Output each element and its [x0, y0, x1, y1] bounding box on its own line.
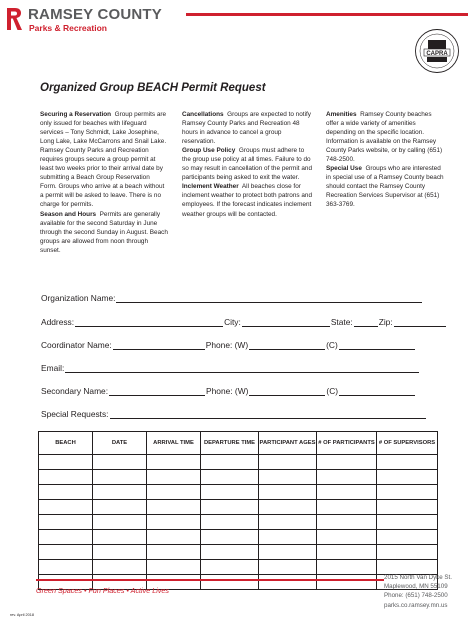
table-cell[interactable]	[317, 575, 377, 590]
reservation-heading: Securing a Reservation	[40, 111, 112, 118]
organization-field[interactable]	[116, 293, 422, 303]
table-cell[interactable]	[317, 545, 377, 560]
coordinator-label: Coordinator Name:	[41, 340, 112, 350]
secondary-phone-w-label: Phone: (W)	[206, 386, 249, 396]
secondary-field[interactable]	[109, 386, 205, 396]
email-row	[41, 362, 420, 373]
info-column-middle	[182, 110, 314, 219]
table-cell[interactable]	[147, 455, 201, 470]
email-field[interactable]	[65, 363, 419, 373]
table-cell[interactable]	[377, 470, 438, 485]
coordinator-phone-c-field[interactable]	[339, 340, 415, 350]
dept-name: Parks & Recreation	[29, 23, 107, 33]
secondary-phone-c-label: (C)	[326, 386, 339, 396]
table-cell[interactable]	[201, 455, 259, 470]
table-cell[interactable]	[317, 500, 377, 515]
secondary-phone-w-field[interactable]	[249, 386, 325, 396]
table-row	[39, 545, 438, 560]
table-cell[interactable]	[317, 455, 377, 470]
table-cell[interactable]	[93, 545, 147, 560]
table-cell[interactable]	[201, 470, 259, 485]
hours-text: Permits are generally available for the second Saturday in June through the second Sunday in August. Beach groups are allowed from noon through sunset.	[40, 210, 168, 254]
table-cell[interactable]	[259, 485, 317, 500]
col-header-num-supervisors: # OF SUPERVISORS	[377, 432, 438, 455]
col-header-date: DATE	[93, 432, 147, 455]
table-cell[interactable]	[39, 485, 93, 500]
amenities-heading: Amenities	[326, 111, 357, 118]
table-cell[interactable]	[147, 560, 201, 575]
table-cell[interactable]	[201, 560, 259, 575]
address-line-1: 2015 North Van Dyke St.	[384, 574, 452, 581]
table-cell[interactable]	[93, 455, 147, 470]
policy-text: Groups must adhere to the group use policy at all times. Failure to do so may result in cancellation of the permit and participants being asked to exit the water.	[182, 147, 313, 182]
footer-divider	[36, 579, 384, 581]
table-cell[interactable]	[93, 470, 147, 485]
col-header-participant-ages: PARTICIPANT AGES	[259, 432, 317, 455]
table-row	[39, 530, 438, 545]
table-cell[interactable]	[259, 515, 317, 530]
table-cell[interactable]	[377, 455, 438, 470]
table-cell[interactable]	[317, 515, 377, 530]
table-cell[interactable]	[39, 530, 93, 545]
table-cell[interactable]	[201, 485, 259, 500]
table-cell[interactable]	[259, 545, 317, 560]
table-cell[interactable]	[259, 500, 317, 515]
table-row	[39, 455, 438, 470]
zip-field[interactable]	[394, 317, 446, 327]
footer-address	[384, 573, 452, 610]
table-row	[39, 515, 438, 530]
table-cell[interactable]	[201, 545, 259, 560]
table-cell[interactable]	[147, 485, 201, 500]
table-cell[interactable]	[317, 560, 377, 575]
address-row	[41, 316, 447, 327]
email-label: Email:	[41, 363, 65, 373]
table-cell[interactable]	[259, 560, 317, 575]
capra-seal-icon	[414, 28, 460, 74]
amenities-text: Ramsey County beaches offer a wide variety of amenities depending on the specific location. Information is available on the Ramsey County Parks website, or by calling (651) 748-2500.	[326, 111, 443, 164]
table-cell[interactable]	[147, 545, 201, 560]
header-divider	[186, 13, 468, 16]
col-header-num-participants: # OF PARTICIPANTS	[317, 432, 377, 455]
table-cell[interactable]	[201, 575, 259, 590]
table-cell[interactable]	[201, 515, 259, 530]
table-cell[interactable]	[377, 545, 438, 560]
col-header-arrival-time: ARRIVAL TIME	[147, 432, 201, 455]
reservation-table	[38, 431, 438, 590]
coordinator-phone-w-field[interactable]	[249, 340, 325, 350]
table-cell[interactable]	[201, 530, 259, 545]
table-cell[interactable]	[93, 485, 147, 500]
table-cell[interactable]	[93, 500, 147, 515]
revision-date: rev. April 2018	[10, 613, 34, 617]
table-row	[39, 470, 438, 485]
info-column-right	[326, 110, 444, 210]
seal-label: CAPRA	[426, 50, 448, 57]
table-cell[interactable]	[377, 530, 438, 545]
weather-text: All beaches close for inclement weather to protect both patrons and employees. If the forecast indicates inclement weather groups will be contacted.	[182, 183, 313, 218]
weather-heading: Inclement Weather	[182, 183, 239, 191]
city-label: City:	[224, 317, 241, 327]
table-cell[interactable]	[147, 470, 201, 485]
org-name: RAMSEY COUNTY	[28, 6, 163, 23]
special-use-heading: Special Use	[326, 165, 362, 173]
footer-phone: Phone: (651) 748-2500	[384, 592, 448, 600]
secondary-label: Secondary Name:	[41, 386, 109, 396]
table-cell[interactable]	[93, 515, 147, 530]
address-field[interactable]	[75, 317, 223, 327]
table-cell[interactable]	[39, 470, 93, 485]
organization-row	[41, 292, 423, 303]
table-cell[interactable]	[39, 545, 93, 560]
table-row	[39, 500, 438, 515]
table-body	[39, 455, 438, 590]
col-header-beach: BEACH	[39, 432, 93, 455]
hours-heading: Season and Hours	[40, 210, 97, 218]
address-label: Address:	[41, 317, 75, 327]
table-cell[interactable]	[93, 560, 147, 575]
table-cell[interactable]	[93, 530, 147, 545]
coordinator-phone-w-label: Phone: (W)	[205, 340, 249, 350]
table-cell[interactable]	[147, 530, 201, 545]
table-cell[interactable]	[377, 500, 438, 515]
table-cell[interactable]	[39, 500, 93, 515]
table-cell[interactable]	[377, 485, 438, 500]
table-cell[interactable]	[259, 470, 317, 485]
col-header-departure-time: DEPARTURE TIME	[201, 432, 259, 455]
table-cell[interactable]	[377, 515, 438, 530]
coordinator-phone-c-label: (C)	[326, 340, 338, 350]
table-cell[interactable]	[39, 560, 93, 575]
cancellations-text: Groups are expected to notify Ramsey County Parks and Recreation 48 hours in advance to cancel a group reservation.	[182, 111, 311, 146]
table-row	[39, 560, 438, 575]
table-cell[interactable]	[259, 455, 317, 470]
special-requests-field[interactable]	[110, 409, 426, 419]
coordinator-row	[41, 339, 416, 350]
table-row	[39, 485, 438, 500]
table-cell[interactable]	[317, 530, 377, 545]
table-cell[interactable]	[259, 575, 317, 590]
city-field[interactable]	[242, 317, 330, 327]
reservation-text: Group permits are only issued for beaches with lifeguard services – Tony Schmidt, Lake Josephine, Long Lake, Lake McCarrons and Snail Lake. Ramsey County Parks and Recreation requires groups secure a group permit at least two weeks prior to their arrival date by submitting a Beach Group Reservation Form. Groups who arrive at a beach without a permit will be asked to leave. There is no charge for permits.	[40, 111, 167, 209]
table-cell[interactable]	[39, 515, 93, 530]
table-cell[interactable]	[259, 530, 317, 545]
secondary-phone-c-field[interactable]	[339, 386, 415, 396]
table-cell[interactable]	[39, 455, 93, 470]
table-cell[interactable]	[317, 470, 377, 485]
table-cell[interactable]	[201, 500, 259, 515]
special-requests-row	[41, 408, 427, 419]
info-column-left	[40, 110, 168, 255]
table-cell[interactable]	[317, 485, 377, 500]
zip-label: Zip:	[378, 317, 393, 327]
coordinator-field[interactable]	[113, 340, 205, 350]
secondary-row	[41, 385, 416, 396]
special-use-text: Groups who are interested in special use of a Ramsey County beach should contact the Ramsey County Recreation Services Supervisor at (651) 363-3769.	[326, 165, 444, 209]
table-header-row	[39, 432, 438, 455]
state-field[interactable]	[354, 317, 378, 327]
special-requests-label: Special Requests:	[41, 409, 109, 419]
footer-tagline: Green Spaces • Fun Places • Active Lives	[36, 586, 170, 595]
cancellations-heading: Cancellations	[182, 111, 224, 118]
table-cell[interactable]	[147, 500, 201, 515]
ramsey-county-logo-icon	[5, 6, 25, 32]
footer-website[interactable]: parks.co.ramsey.mn.us	[384, 601, 448, 609]
policy-heading: Group Use Policy	[182, 147, 236, 155]
address-line-2: Maplewood, MN 55109	[384, 583, 448, 591]
state-label: State:	[330, 317, 353, 327]
table-cell[interactable]	[147, 515, 201, 530]
organization-label: Organization Name:	[41, 293, 116, 303]
page-title: Organized Group BEACH Permit Request	[40, 82, 266, 94]
